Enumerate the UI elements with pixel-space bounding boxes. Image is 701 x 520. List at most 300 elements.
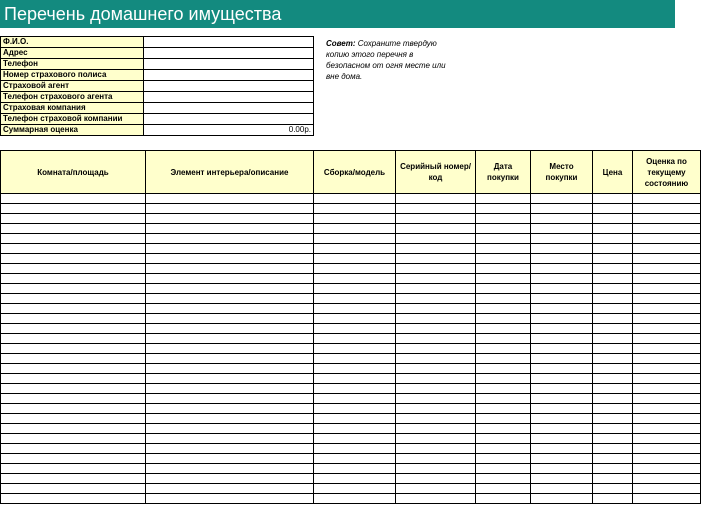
info-label: Страховой агент xyxy=(1,81,144,92)
table-cell[interactable] xyxy=(633,244,701,254)
table-row xyxy=(1,474,701,484)
table-cell[interactable] xyxy=(633,214,701,224)
table-cell[interactable] xyxy=(396,414,476,424)
table-cell[interactable] xyxy=(633,464,701,474)
table-cell[interactable] xyxy=(633,384,701,394)
table-cell[interactable] xyxy=(396,484,476,494)
table-cell[interactable] xyxy=(396,234,476,244)
table-cell[interactable] xyxy=(1,464,146,474)
table-cell[interactable] xyxy=(146,324,314,334)
info-value-cell[interactable]: 0.00р. xyxy=(144,125,314,136)
table-cell[interactable] xyxy=(476,364,531,374)
table-cell[interactable] xyxy=(396,284,476,294)
table-cell[interactable] xyxy=(476,304,531,314)
table-cell[interactable] xyxy=(476,384,531,394)
info-label: Телефон страхового агента xyxy=(1,92,144,103)
table-cell[interactable] xyxy=(531,344,593,354)
info-label: Адрес xyxy=(1,48,144,59)
table-row xyxy=(1,374,701,384)
table-cell[interactable] xyxy=(314,344,396,354)
table-cell[interactable] xyxy=(1,334,146,344)
table-cell[interactable] xyxy=(1,194,146,204)
info-row xyxy=(1,81,314,92)
table-cell[interactable] xyxy=(476,224,531,234)
table-cell[interactable] xyxy=(314,454,396,464)
table-cell[interactable] xyxy=(593,454,633,464)
table-row xyxy=(1,294,701,304)
table-cell[interactable] xyxy=(531,464,593,474)
info-value-cell[interactable] xyxy=(144,92,314,103)
info-value-cell[interactable] xyxy=(144,70,314,81)
table-cell[interactable] xyxy=(476,194,531,204)
info-value-cell[interactable] xyxy=(144,103,314,114)
table-cell[interactable] xyxy=(593,464,633,474)
table-cell[interactable] xyxy=(476,274,531,284)
table-cell[interactable] xyxy=(593,384,633,394)
table-cell[interactable] xyxy=(314,314,396,324)
table-cell[interactable] xyxy=(146,194,314,204)
table-cell[interactable] xyxy=(146,274,314,284)
table-cell[interactable] xyxy=(531,444,593,454)
table-row xyxy=(1,304,701,314)
table-cell[interactable] xyxy=(1,324,146,334)
table-cell[interactable] xyxy=(633,474,701,484)
table-cell[interactable] xyxy=(396,314,476,324)
table-cell[interactable] xyxy=(314,214,396,224)
table-cell[interactable] xyxy=(593,394,633,404)
table-cell[interactable] xyxy=(476,474,531,484)
table-cell[interactable] xyxy=(593,354,633,364)
table-cell[interactable] xyxy=(146,344,314,354)
table-cell[interactable] xyxy=(396,224,476,234)
table-cell[interactable] xyxy=(476,454,531,464)
table-cell[interactable] xyxy=(531,394,593,404)
table-cell[interactable] xyxy=(476,254,531,264)
table-cell[interactable] xyxy=(146,444,314,454)
table-cell[interactable] xyxy=(314,384,396,394)
table-cell[interactable] xyxy=(1,214,146,224)
table-cell[interactable] xyxy=(633,274,701,284)
table-cell[interactable] xyxy=(396,264,476,274)
table-cell[interactable] xyxy=(593,264,633,274)
table-cell[interactable] xyxy=(396,194,476,204)
table-cell[interactable] xyxy=(146,434,314,444)
table-cell[interactable] xyxy=(531,494,593,504)
table-cell[interactable] xyxy=(531,224,593,234)
table-cell[interactable] xyxy=(146,494,314,504)
table-cell[interactable] xyxy=(531,244,593,254)
table-cell[interactable] xyxy=(146,484,314,494)
table-cell[interactable] xyxy=(314,424,396,434)
table-cell[interactable] xyxy=(314,484,396,494)
table-cell[interactable] xyxy=(396,474,476,484)
table-cell[interactable] xyxy=(593,294,633,304)
table-cell[interactable] xyxy=(396,494,476,504)
table-cell[interactable] xyxy=(396,244,476,254)
table-row xyxy=(1,424,701,434)
table-cell[interactable] xyxy=(593,344,633,354)
column-header: Оценка по текущему состоянию xyxy=(633,151,701,194)
table-cell[interactable] xyxy=(633,234,701,244)
table-cell[interactable] xyxy=(146,334,314,344)
tip-prefix: Совет: xyxy=(326,39,356,48)
table-cell[interactable] xyxy=(146,204,314,214)
table-cell[interactable] xyxy=(593,234,633,244)
table-cell[interactable] xyxy=(314,204,396,214)
table-row xyxy=(1,464,701,474)
table-cell[interactable] xyxy=(396,424,476,434)
table-cell[interactable] xyxy=(1,234,146,244)
table-cell[interactable] xyxy=(531,264,593,274)
table-cell[interactable] xyxy=(314,414,396,424)
table-cell[interactable] xyxy=(314,474,396,484)
table-row xyxy=(1,254,701,264)
table-cell[interactable] xyxy=(633,414,701,424)
table-cell[interactable] xyxy=(476,214,531,224)
table-cell[interactable] xyxy=(1,304,146,314)
table-cell[interactable] xyxy=(593,224,633,234)
table-cell[interactable] xyxy=(146,374,314,384)
table-cell[interactable] xyxy=(314,394,396,404)
table-cell[interactable] xyxy=(396,434,476,444)
table-cell[interactable] xyxy=(531,424,593,434)
table-cell[interactable] xyxy=(314,434,396,444)
table-cell[interactable] xyxy=(314,494,396,504)
table-cell[interactable] xyxy=(314,274,396,284)
table-cell[interactable] xyxy=(1,244,146,254)
column-header: Дата покупки xyxy=(476,151,531,194)
table-cell[interactable] xyxy=(396,444,476,454)
table-cell[interactable] xyxy=(633,444,701,454)
table-cell[interactable] xyxy=(593,314,633,324)
table-cell[interactable] xyxy=(396,384,476,394)
table-row xyxy=(1,444,701,454)
table-cell[interactable] xyxy=(1,444,146,454)
table-cell[interactable] xyxy=(396,404,476,414)
table-row xyxy=(1,274,701,284)
table-cell[interactable] xyxy=(396,454,476,464)
table-cell[interactable] xyxy=(476,484,531,494)
table-cell[interactable] xyxy=(531,484,593,494)
table-cell[interactable] xyxy=(633,354,701,364)
table-cell[interactable] xyxy=(146,384,314,394)
table-row xyxy=(1,484,701,494)
info-value-cell[interactable] xyxy=(144,59,314,70)
table-cell[interactable] xyxy=(531,274,593,284)
table-cell[interactable] xyxy=(146,474,314,484)
table-cell[interactable] xyxy=(1,424,146,434)
table-cell[interactable] xyxy=(396,374,476,384)
table-cell[interactable] xyxy=(1,364,146,374)
table-cell[interactable] xyxy=(314,354,396,364)
table-cell[interactable] xyxy=(531,374,593,384)
table-cell[interactable] xyxy=(633,494,701,504)
table-cell[interactable] xyxy=(593,494,633,504)
table-cell[interactable] xyxy=(476,494,531,504)
table-cell[interactable] xyxy=(1,374,146,384)
table-cell[interactable] xyxy=(146,214,314,224)
table-cell[interactable] xyxy=(476,374,531,384)
table-cell[interactable] xyxy=(476,284,531,294)
table-cell[interactable] xyxy=(146,294,314,304)
table-cell[interactable] xyxy=(531,334,593,344)
table-cell[interactable] xyxy=(476,404,531,414)
info-value-cell[interactable] xyxy=(144,37,314,48)
info-row xyxy=(1,59,314,70)
table-cell[interactable] xyxy=(476,204,531,214)
table-cell[interactable] xyxy=(146,464,314,474)
table-cell[interactable] xyxy=(531,284,593,294)
info-row xyxy=(1,103,314,114)
table-row xyxy=(1,404,701,414)
info-row xyxy=(1,37,314,48)
table-cell[interactable] xyxy=(146,414,314,424)
info-value-cell[interactable] xyxy=(144,48,314,59)
table-row xyxy=(1,454,701,464)
table-cell[interactable] xyxy=(1,494,146,504)
table-cell[interactable] xyxy=(396,274,476,284)
table-cell[interactable] xyxy=(633,484,701,494)
table-cell[interactable] xyxy=(146,454,314,464)
table-cell[interactable] xyxy=(593,404,633,414)
table-cell[interactable] xyxy=(633,424,701,434)
table-cell[interactable] xyxy=(531,404,593,414)
table-row xyxy=(1,264,701,274)
table-row xyxy=(1,434,701,444)
table-cell[interactable] xyxy=(593,374,633,384)
column-header: Цена xyxy=(593,151,633,194)
table-cell[interactable] xyxy=(531,434,593,444)
table-cell[interactable] xyxy=(396,354,476,364)
table-cell[interactable] xyxy=(314,464,396,474)
table-cell[interactable] xyxy=(314,254,396,264)
table-cell[interactable] xyxy=(146,264,314,274)
table-cell[interactable] xyxy=(476,314,531,324)
table-cell[interactable] xyxy=(476,394,531,404)
table-cell[interactable] xyxy=(146,404,314,414)
table-cell[interactable] xyxy=(633,254,701,264)
table-cell[interactable] xyxy=(531,294,593,304)
table-cell[interactable] xyxy=(1,344,146,354)
table-cell[interactable] xyxy=(633,324,701,334)
table-cell[interactable] xyxy=(314,324,396,334)
table-cell[interactable] xyxy=(633,204,701,214)
table-cell[interactable] xyxy=(476,324,531,334)
table-cell[interactable] xyxy=(476,344,531,354)
table-cell[interactable] xyxy=(531,354,593,364)
table-cell[interactable] xyxy=(146,284,314,294)
table-cell[interactable] xyxy=(593,214,633,224)
table-cell[interactable] xyxy=(314,224,396,234)
table-cell[interactable] xyxy=(314,364,396,374)
table-cell[interactable] xyxy=(396,254,476,264)
table-cell[interactable] xyxy=(593,424,633,434)
table-cell[interactable] xyxy=(531,474,593,484)
table-cell[interactable] xyxy=(314,194,396,204)
table-cell[interactable] xyxy=(593,484,633,494)
table-cell[interactable] xyxy=(1,314,146,324)
table-cell[interactable] xyxy=(1,484,146,494)
table-cell[interactable] xyxy=(531,214,593,224)
table-cell[interactable] xyxy=(633,304,701,314)
info-row xyxy=(1,125,314,136)
table-cell[interactable] xyxy=(476,414,531,424)
table-cell[interactable] xyxy=(531,304,593,314)
table-cell[interactable] xyxy=(476,294,531,304)
table-cell[interactable] xyxy=(633,314,701,324)
table-cell[interactable] xyxy=(593,334,633,344)
table-row xyxy=(1,324,701,334)
table-cell[interactable] xyxy=(1,474,146,484)
table-cell[interactable] xyxy=(314,304,396,314)
table-cell[interactable] xyxy=(633,364,701,374)
table-cell[interactable] xyxy=(593,304,633,314)
table-cell[interactable] xyxy=(593,284,633,294)
table-cell[interactable] xyxy=(633,454,701,464)
table-row xyxy=(1,394,701,404)
table-cell[interactable] xyxy=(531,324,593,334)
table-cell[interactable] xyxy=(531,384,593,394)
table-cell[interactable] xyxy=(633,394,701,404)
table-cell[interactable] xyxy=(146,304,314,314)
table-cell[interactable] xyxy=(146,234,314,244)
table-cell[interactable] xyxy=(633,404,701,414)
table-cell[interactable] xyxy=(314,264,396,274)
table-cell[interactable] xyxy=(531,454,593,464)
table-cell[interactable] xyxy=(593,254,633,264)
table-cell[interactable] xyxy=(146,364,314,374)
table-cell[interactable] xyxy=(396,364,476,374)
table-cell[interactable] xyxy=(476,354,531,364)
table-cell[interactable] xyxy=(593,444,633,454)
table-cell[interactable] xyxy=(476,444,531,454)
table-cell[interactable] xyxy=(146,254,314,264)
table-cell[interactable] xyxy=(633,374,701,384)
table-row xyxy=(1,364,701,374)
table-cell[interactable] xyxy=(1,414,146,424)
table-cell[interactable] xyxy=(531,314,593,324)
table-cell[interactable] xyxy=(1,284,146,294)
table-cell[interactable] xyxy=(633,284,701,294)
inventory-table xyxy=(0,150,701,504)
table-cell[interactable] xyxy=(1,384,146,394)
table-cell[interactable] xyxy=(1,454,146,464)
table-row xyxy=(1,494,701,504)
table-cell[interactable] xyxy=(531,194,593,204)
info-row xyxy=(1,114,314,125)
table-cell[interactable] xyxy=(593,194,633,204)
table-cell[interactable] xyxy=(396,334,476,344)
table-cell[interactable] xyxy=(396,394,476,404)
table-cell[interactable] xyxy=(593,474,633,484)
table-cell[interactable] xyxy=(1,264,146,274)
column-header: Сборка/модель xyxy=(314,151,396,194)
table-cell[interactable] xyxy=(531,234,593,244)
table-cell[interactable] xyxy=(633,264,701,274)
table-cell[interactable] xyxy=(593,324,633,334)
table-cell[interactable] xyxy=(633,344,701,354)
column-header: Элемент интерьера/описание xyxy=(146,151,314,194)
table-cell[interactable] xyxy=(476,234,531,244)
table-cell[interactable] xyxy=(476,424,531,434)
tip-text: Сохраните твердую копию этого перечня в безопасном от огня месте или вне дома. xyxy=(326,39,446,81)
table-cell[interactable] xyxy=(314,374,396,384)
page-title: Перечень домашнего имущества xyxy=(0,0,675,28)
table-cell[interactable] xyxy=(1,404,146,414)
table-cell[interactable] xyxy=(396,214,476,224)
table-cell[interactable] xyxy=(396,304,476,314)
table-cell[interactable] xyxy=(314,334,396,344)
table-cell[interactable] xyxy=(1,224,146,234)
table-cell[interactable] xyxy=(1,354,146,364)
table-cell[interactable] xyxy=(593,204,633,214)
table-cell[interactable] xyxy=(1,204,146,214)
table-cell[interactable] xyxy=(531,414,593,424)
table-cell[interactable] xyxy=(1,434,146,444)
table-cell[interactable] xyxy=(146,224,314,234)
table-cell[interactable] xyxy=(593,274,633,284)
info-row xyxy=(1,92,314,103)
table-cell[interactable] xyxy=(314,444,396,454)
table-cell[interactable] xyxy=(146,354,314,364)
table-cell[interactable] xyxy=(633,334,701,344)
table-cell[interactable] xyxy=(314,284,396,294)
table-cell[interactable] xyxy=(633,434,701,444)
table-cell[interactable] xyxy=(396,464,476,474)
table-cell[interactable] xyxy=(593,434,633,444)
table-cell[interactable] xyxy=(593,414,633,424)
table-row xyxy=(1,314,701,324)
table-cell[interactable] xyxy=(476,264,531,274)
table-cell[interactable] xyxy=(396,294,476,304)
table-cell[interactable] xyxy=(396,324,476,334)
table-cell[interactable] xyxy=(146,424,314,434)
table-cell[interactable] xyxy=(593,364,633,374)
table-cell[interactable] xyxy=(476,434,531,444)
table-row xyxy=(1,284,701,294)
column-header: Комната/площадь xyxy=(1,151,146,194)
table-cell[interactable] xyxy=(633,294,701,304)
table-cell[interactable] xyxy=(1,254,146,264)
table-cell[interactable] xyxy=(531,204,593,214)
table-cell[interactable] xyxy=(633,194,701,204)
table-cell[interactable] xyxy=(531,364,593,374)
table-cell[interactable] xyxy=(593,244,633,254)
table-cell[interactable] xyxy=(314,244,396,254)
table-cell[interactable] xyxy=(146,244,314,254)
table-cell[interactable] xyxy=(314,404,396,414)
info-value-cell[interactable] xyxy=(144,114,314,125)
table-cell[interactable] xyxy=(633,224,701,234)
table-cell[interactable] xyxy=(146,314,314,324)
table-cell[interactable] xyxy=(1,394,146,404)
table-cell[interactable] xyxy=(314,234,396,244)
table-cell[interactable] xyxy=(476,464,531,474)
table-cell[interactable] xyxy=(1,274,146,284)
column-header: Место покупки xyxy=(531,151,593,194)
info-row xyxy=(1,70,314,81)
table-cell[interactable] xyxy=(531,254,593,264)
info-value-cell[interactable] xyxy=(144,81,314,92)
table-cell[interactable] xyxy=(1,294,146,304)
table-cell[interactable] xyxy=(396,344,476,354)
table-cell[interactable] xyxy=(314,294,396,304)
table-row xyxy=(1,384,701,394)
table-cell[interactable] xyxy=(476,334,531,344)
table-cell[interactable] xyxy=(146,394,314,404)
table-cell[interactable] xyxy=(476,244,531,254)
table-cell[interactable] xyxy=(396,204,476,214)
